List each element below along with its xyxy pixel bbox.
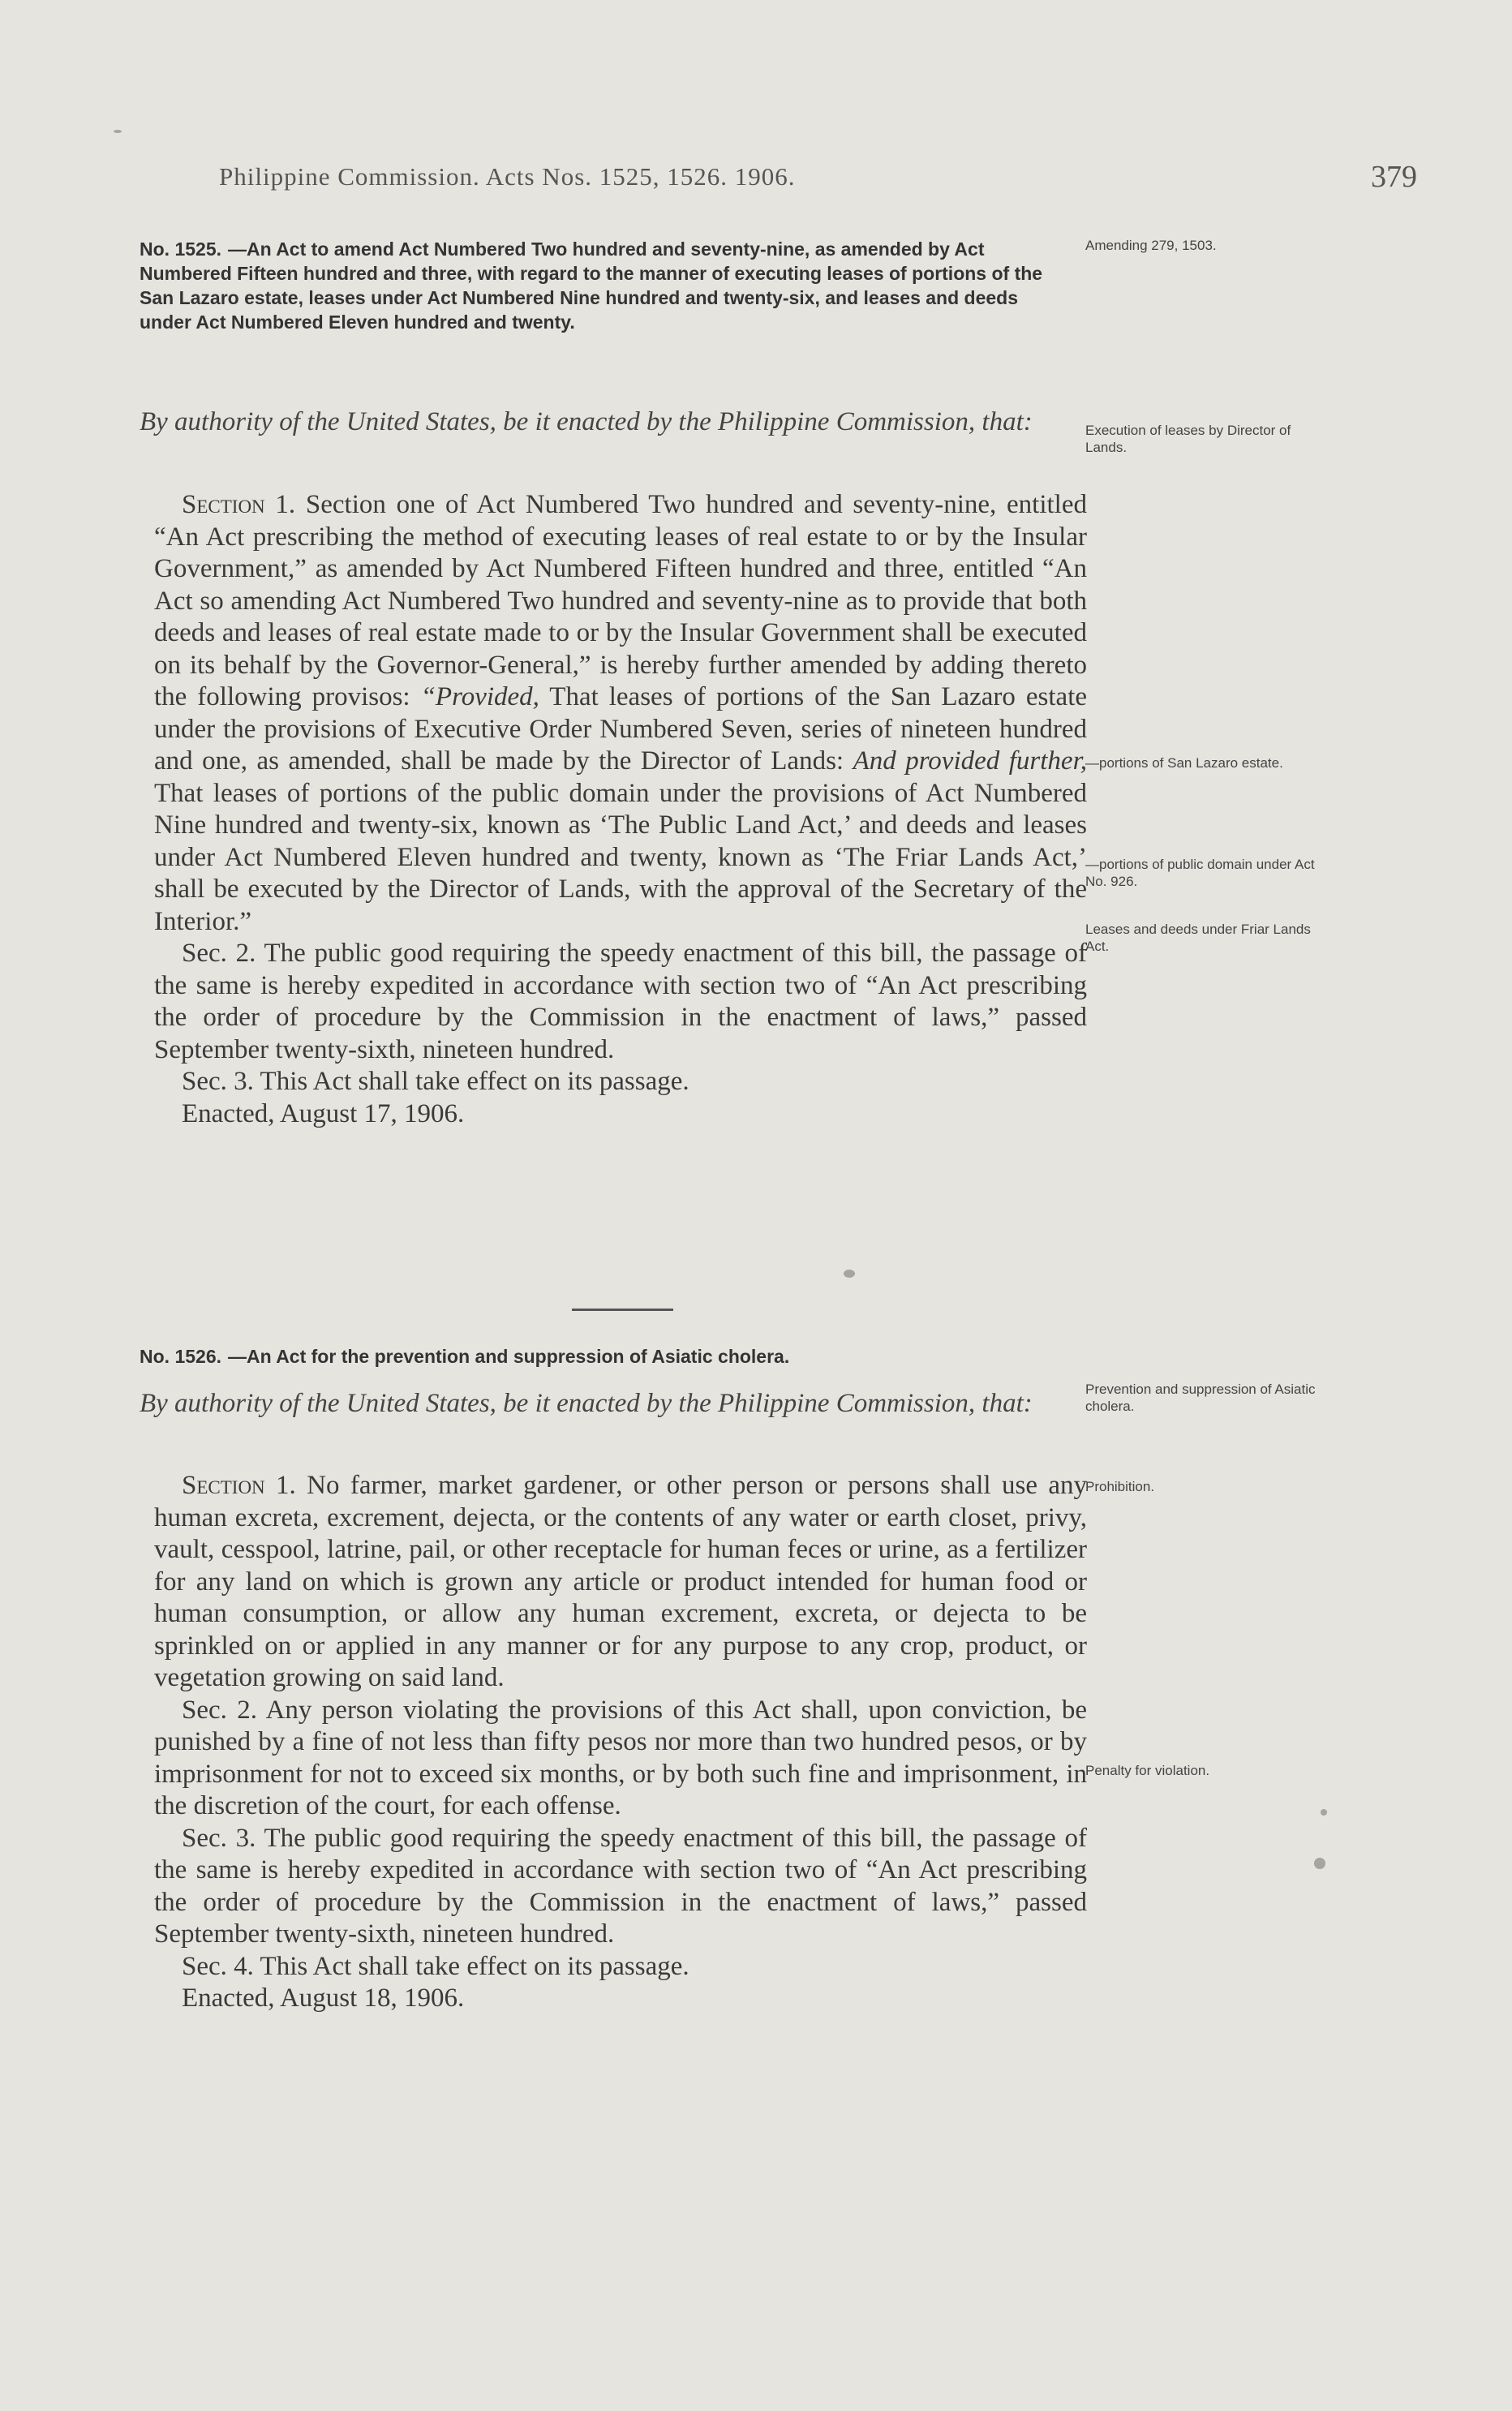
- scan-speck: [844, 1270, 855, 1278]
- scan-speck: [114, 130, 122, 133]
- running-header: Philippine Commission. Acts Nos. 1525, 1526. 1906.: [219, 162, 796, 191]
- act-1526-section-4: Sec. 4. This Act shall take effect on its passage.: [182, 1951, 689, 1981]
- act-1525-section-2: Sec. 2. The public good requiring the speedy enactment of this bill, the passage of the same is hereby expedited in accordance with section two of “An Act prescribing the order of procedure by the Commission in the enactment of laws,” passed September twenty-sixth, nineteen hundred.: [154, 939, 1087, 1064]
- act-1526-title: [140, 1344, 1072, 1369]
- act-1525-number: No. 1525.: [140, 239, 221, 260]
- margin-note-friar-lands: Leases and deeds under Friar Lands Act.: [1085, 922, 1311, 954]
- proviso-text: That leases of portions of the San Lazaro estate under the provisions of Executive Order Numbered Seven, series of nineteen hundred and one, as amended, shall be made by the Director of Lands:: [154, 682, 1088, 776]
- margin-note-prohibition: Prohibition.: [1085, 1479, 1155, 1494]
- act-1525-authority: By authority of the United States, be it enacted by the Philippine Commission, that:: [140, 407, 1033, 436]
- margin-note-execution: Execution of leases by Director of Lands.: [1085, 423, 1291, 455]
- scan-speck: [1314, 1858, 1325, 1869]
- margin-note-penalty: Penalty for violation.: [1085, 1763, 1210, 1778]
- margin-note-amending: Amending 279, 1503.: [1085, 238, 1217, 253]
- act-1525-title-text: —An Act to amend Act Numbered Two hundred and seventy-nine, as amended by Act Numbered Fifteen hundred and three, with regard to the manner of executing leases of portions of the San Lazaro estate, leases under Act Numbered Nine hundred and twenty-six, and leases and deeds under Act Numbered Eleven hundred and twenty.: [140, 239, 1043, 333]
- margin-note-prevention: Prevention and suppression of Asiatic cholera.: [1085, 1382, 1316, 1414]
- margin-note-san-lazaro: —portions of San Lazaro estate.: [1085, 755, 1283, 771]
- act-1526-enacted: Enacted, August 18, 1906.: [182, 1983, 465, 2013]
- section-text: No farmer, market gardener, or other person or persons shall use any human excreta, excrement, dejecta, or the contents of any water or earth closet, privy, vault, cesspool, latrine, pail, or other receptacle for human feces or urine, as a fertilizer for any land on which is grown any article or product intended for human food or human consumption, or allow any human excrement, excreta, or dejecta to be sprinkled on or applied in any manner or for any purpose to any crop, product, or vegetation growing on said land.: [154, 1471, 1087, 1692]
- act-1526-number: No. 1526.: [140, 1346, 221, 1367]
- section-label: Section 1.: [182, 1471, 296, 1500]
- scan-speck: [1321, 1809, 1327, 1816]
- proviso-label: “Provided,: [420, 682, 539, 711]
- proviso-text: That leases of portions of the public domain under the provisions of Act Numbered Nine hundred and twenty-six, known as ‘The Public Land Act,’ and deeds and leases under Act Numbered Eleven hundred and twenty, known as ‘The Friar Lands Act,’ shall be executed by the Director of Lands, with the approval of the Secretary of the Interior.”: [154, 778, 1087, 936]
- act-1526-section-2: Sec. 2. Any person violating the provisions of this Act shall, upon conviction, be punished by a fine of not less than fifty pesos nor more than two hundred pesos, or by imprisonment for not to exceed six months, or by both such fine and imprisonment, in the discretion of the court, for each offense.: [154, 1695, 1087, 1820]
- margin-note-public-domain: —portions of public domain under Act No. 926.: [1085, 857, 1315, 889]
- act-1526-section-1: [154, 1470, 1087, 1695]
- act-1526-body: [154, 1470, 1087, 2015]
- act-1526-title-text: —An Act for the prevention and suppression of Asiatic cholera.: [228, 1346, 790, 1367]
- act-1526-authority: By authority of the United States, be it enacted by the Philippine Commission, that:: [140, 1389, 1033, 1418]
- act-1525-title: [140, 237, 1072, 334]
- act-1525-enacted: Enacted, August 17, 1906.: [182, 1098, 465, 1128]
- act-1525-section-3: Sec. 3. This Act shall take effect on its passage.: [182, 1067, 689, 1096]
- section-label: Section 1.: [182, 490, 296, 519]
- section-text: Section one of Act Numbered Two hundred and seventy-nine, entitled “An Act prescribing the method of executing leases of real estate to or by the Insular Government,” as amended by Act Numbered Fifteen hundred and three, entitled “An Act so amending Act Numbered Two hundred and seventy-nine as to provide that both deeds and leases of real estate made to or by the Insular Government shall be executed on its behalf by the Governor-General,” is hereby further amended by adding thereto the following provisos:: [154, 490, 1088, 711]
- act-1525-section-1: [154, 489, 1087, 938]
- act-1525-body: [154, 489, 1087, 1130]
- page-number: 379: [1371, 160, 1417, 194]
- act-1526-section-3: Sec. 3. The public good requiring the speedy enactment of this bill, the passage of the same is hereby expedited in accordance with section two of “An Act prescribing the order of procedure by the Commission in the enactment of laws,” passed September twenty-sixth, nineteen hundred.: [154, 1823, 1087, 1949]
- proviso-label: And provided further,: [853, 746, 1088, 776]
- section-divider: [572, 1309, 673, 1311]
